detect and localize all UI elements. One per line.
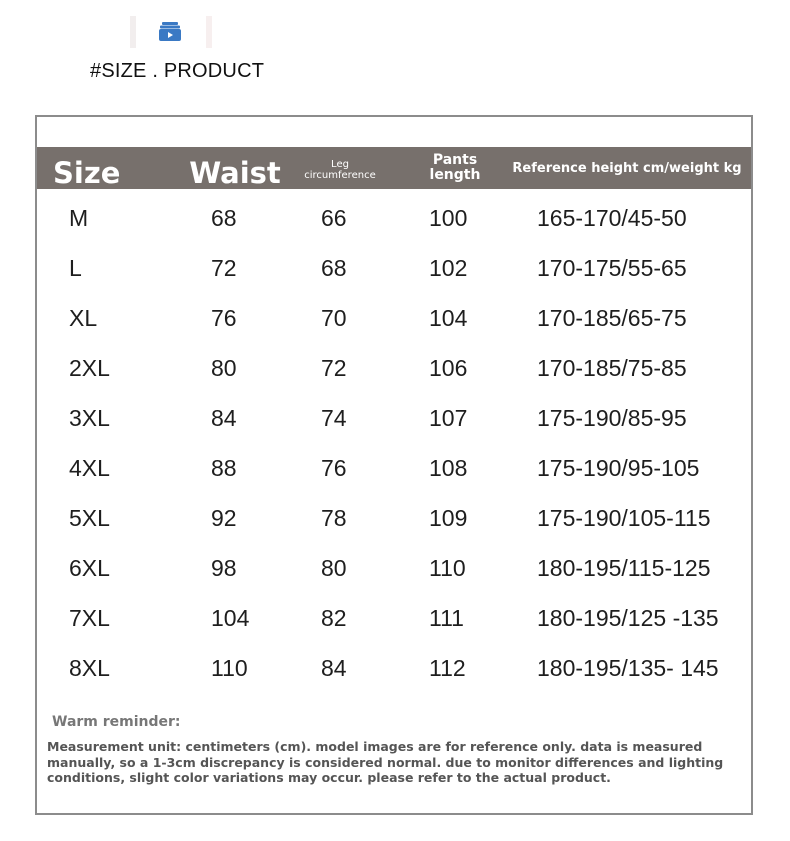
cell-leg-circumference: 82 <box>321 605 347 631</box>
decor-strip-left <box>130 16 136 48</box>
header-reference: Reference height cm/weight kg <box>512 160 742 176</box>
header-size: Size <box>53 156 121 190</box>
cell-waist: 68 <box>211 205 237 231</box>
cell-pants-length: 107 <box>429 405 468 431</box>
cell-size: L <box>69 255 82 281</box>
cell-pants-length: 100 <box>429 205 468 231</box>
cell-reference: 180-195/125 -135 <box>537 605 719 631</box>
size-chart-frame <box>35 115 753 815</box>
cell-pants-length: 108 <box>429 455 468 481</box>
reminder-title: Warm reminder: <box>52 714 181 730</box>
cell-leg-circumference: 66 <box>321 205 347 231</box>
table-header <box>37 147 751 189</box>
cell-waist: 88 <box>211 455 237 481</box>
cell-pants-length: 111 <box>429 605 464 631</box>
cell-leg-circumference: 78 <box>321 505 347 531</box>
table-row <box>37 343 751 393</box>
cell-reference: 175-190/85-95 <box>537 405 687 431</box>
header-waist: Waist <box>189 156 281 190</box>
reminder-body: Measurement unit: centimeters (cm). model images are for reference only. data is measured manually, so a 1-3cm discrepancy is considered normal. due to monitor differences and lighting conditions, slight color variations may occur. please refer to the actual product. <box>47 739 724 785</box>
cell-pants-length: 112 <box>429 655 466 681</box>
store-icon-graphic <box>158 22 182 42</box>
decor-strip-right <box>206 16 212 48</box>
cell-reference: 175-190/105-115 <box>537 505 711 531</box>
cell-waist: 84 <box>211 405 237 431</box>
cell-pants-length: 109 <box>429 505 468 531</box>
cell-leg-circumference: 72 <box>321 355 347 381</box>
cell-reference: 165-170/45-50 <box>537 205 687 231</box>
cell-leg-circumference: 80 <box>321 555 347 581</box>
cell-size: M <box>69 205 89 231</box>
table-row <box>37 543 751 593</box>
table-row <box>37 243 751 293</box>
cell-pants-length: 106 <box>429 355 468 381</box>
cell-waist: 98 <box>211 555 237 581</box>
cell-size: 8XL <box>69 655 110 681</box>
cell-reference: 180-195/135- 145 <box>537 655 719 681</box>
table-row <box>37 193 751 243</box>
cell-leg-circumference: 70 <box>321 305 347 331</box>
cell-leg-circumference: 84 <box>321 655 347 681</box>
cell-pants-length: 104 <box>429 305 468 331</box>
cell-reference: 175-190/95-105 <box>537 455 700 481</box>
table-row <box>37 443 751 493</box>
cell-reference: 180-195/115-125 <box>537 555 711 581</box>
table-row <box>37 393 751 443</box>
cell-waist: 104 <box>211 605 250 631</box>
table-row <box>37 293 751 343</box>
cell-leg-circumference: 76 <box>321 455 347 481</box>
cell-size: 2XL <box>69 355 110 381</box>
cell-pants-length: 110 <box>429 555 466 581</box>
table-row <box>37 593 751 643</box>
cell-reference: 170-175/55-65 <box>537 255 687 281</box>
cell-waist: 80 <box>211 355 237 381</box>
cell-leg-circumference: 68 <box>321 255 347 281</box>
cell-waist: 72 <box>211 255 237 281</box>
cell-size: XL <box>69 305 98 331</box>
cell-pants-length: 102 <box>429 255 468 281</box>
video-store-icon <box>158 22 182 42</box>
cell-reference: 170-185/65-75 <box>537 305 687 331</box>
cell-leg-circumference: 74 <box>321 405 347 431</box>
cell-size: 7XL <box>69 605 110 631</box>
cell-size: 5XL <box>69 505 110 531</box>
cell-size: 4XL <box>69 455 110 481</box>
cell-reference: 170-185/75-85 <box>537 355 687 381</box>
table-row <box>37 493 751 543</box>
header-pants-length: Pants length <box>429 152 481 183</box>
table-row <box>37 643 751 693</box>
cell-waist: 110 <box>211 655 248 681</box>
cell-size: 6XL <box>69 555 110 581</box>
cell-waist: 76 <box>211 305 237 331</box>
header-leg-circumference: Leg circumference <box>304 159 376 181</box>
cell-size: 3XL <box>69 405 110 431</box>
page-title: #SIZE . PRODUCT <box>90 60 265 82</box>
cell-waist: 92 <box>211 505 237 531</box>
